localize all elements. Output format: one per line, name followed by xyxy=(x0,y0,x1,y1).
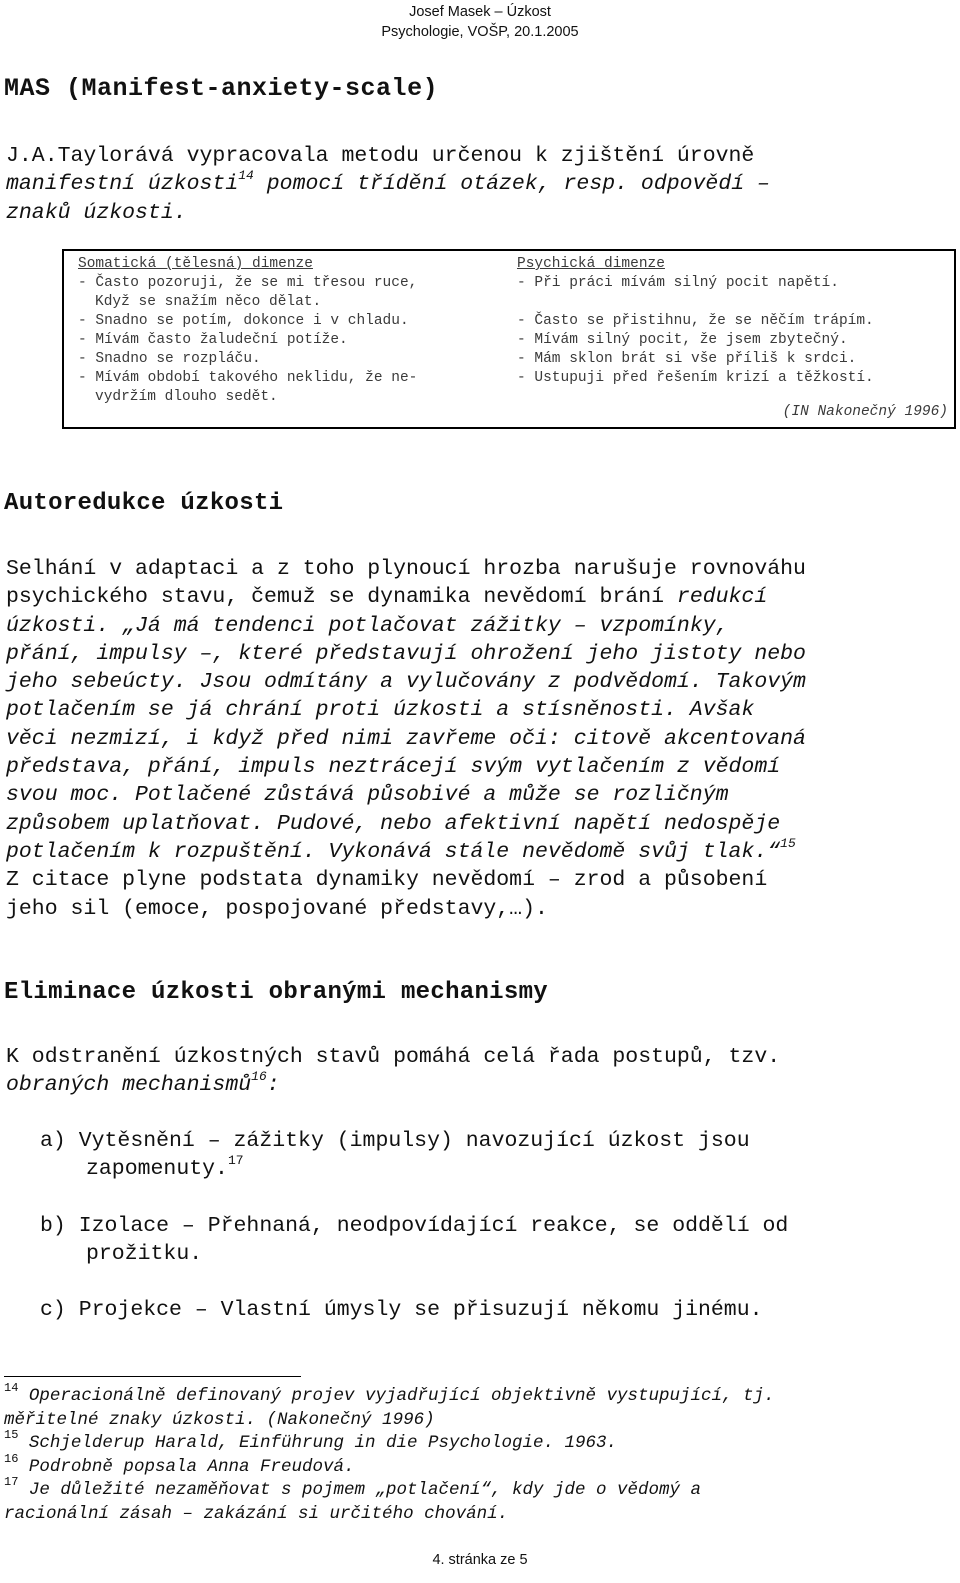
psychic-spacer xyxy=(517,293,874,312)
footnote-17-cont: racionální zásah – zakázání si určitého chování. xyxy=(4,1503,509,1524)
footnote-ref-14: 14 xyxy=(238,168,254,184)
body-line xyxy=(6,612,806,640)
footnote-number: 15 xyxy=(4,1428,19,1443)
mas-heading: MAS (Manifest-anxiety-scale) xyxy=(4,74,439,103)
psychic-column xyxy=(517,255,874,388)
quote-line: jeho sebeúcty. Jsou odmítány a vylučovány z podvědomí. Takovým xyxy=(6,670,806,695)
psychic-item: - Mívám silný pocit, že jsem zbytečný. xyxy=(517,332,848,348)
autoredukce-heading: Autoredukce úzkosti xyxy=(4,490,284,517)
mechanism-line xyxy=(40,1155,750,1183)
mas-intro xyxy=(6,142,770,227)
somatic-item: - Často pozoruji, že se mi třesou ruce, xyxy=(78,275,418,291)
quote-line: představa, přání, impuls neztrácejí svým vytlačením z vědomí xyxy=(6,755,781,780)
somatic-item: Když se snažím něco dělat. xyxy=(95,294,322,310)
psychic-item: - Mám sklon brát si vše příliš k srdci. xyxy=(517,351,857,367)
footnote-ref-15: 15 xyxy=(780,835,796,851)
footnote-text: Operacionálně definovaný projev vyjadřující objektivně vystupující, tj. xyxy=(28,1386,775,1406)
psychic-title: Psychická dimenze xyxy=(517,256,665,272)
autoredukce-body xyxy=(6,555,806,923)
mas-intro-line xyxy=(6,170,770,198)
quote-text: potlačením k rozpuštění. Vykonává stále nevědomě svůj tlak.“ xyxy=(6,839,781,864)
mas-intro-line: J.A.Taylorává vypracovala metodu určenou k zjištění úrovně xyxy=(6,144,755,168)
eliminace-intro xyxy=(6,1043,780,1100)
footnote-separator xyxy=(4,1376,301,1377)
footnote-16 xyxy=(4,1451,775,1480)
somatic-item: - Mívám často žaludeční potíže. xyxy=(78,332,348,348)
quote-text: „Já má tendenci potlačovat zážitky – vzpomínky, xyxy=(109,613,729,638)
footnote-number: 17 xyxy=(4,1475,19,1490)
box-source: (IN Nakonečný 1996) xyxy=(782,404,948,420)
eliminace-heading: Eliminace úzkosti obranými mechanismy xyxy=(4,979,548,1006)
body-line: Selhání v adaptaci a z toho plynoucí hrozba narušuje rovnováhu xyxy=(6,557,806,581)
mechanism-item-c xyxy=(40,1296,763,1324)
mechanism-line: c) Projekce – Vlastní úmysly se přisuzují někomu jinému. xyxy=(40,1298,763,1322)
footnote-text: Schjelderup Harald, Einführung in die Psychologie. 1963. xyxy=(28,1433,618,1453)
page-header xyxy=(380,2,580,42)
body-line xyxy=(6,583,806,611)
quote-line: způsobem uplatňovat. Pudové, nebo afektivní napětí nedospěje xyxy=(6,811,781,836)
footnote-14-cont: měřitelné znaky úzkosti. (Nakonečný 1996) xyxy=(4,1409,435,1430)
psychic-item: - Ustupuji před řešením krizí a těžkostí. xyxy=(517,370,874,386)
mechanism-item-a xyxy=(40,1127,750,1184)
quote-line: přání, impulsy –, které představují ohrožení jeho jistoty nebo xyxy=(6,641,806,666)
footnotes xyxy=(4,1381,775,1526)
quote-line xyxy=(6,835,806,866)
somatic-item: - Snadno se rozpláču. xyxy=(78,351,261,367)
dimensions-box xyxy=(62,249,956,429)
footnote-14 xyxy=(4,1381,775,1409)
body-line: jeho sil (emoce, pospojované představy,…). xyxy=(6,896,548,921)
body-text: obraných mechanismů xyxy=(6,1073,252,1098)
psychic-item: - Při práci mívám silný pocit napětí. xyxy=(517,275,839,291)
footnote-text: Je důležité nezaměňovat s pojmem „potlačení“, kdy jde o vědomý a xyxy=(28,1480,702,1500)
somatic-title: Somatická (tělesná) dimenze xyxy=(78,256,313,272)
footnote-ref-17: 17 xyxy=(227,1153,244,1169)
footnote-text: Podrobně popsala Anna Freudová. xyxy=(28,1456,355,1477)
footnote-number: 16 xyxy=(4,1451,19,1466)
somatic-item: vydržím dlouho sedět. xyxy=(95,389,278,405)
somatic-item: - Snadno se potím, dokonce i v chladu. xyxy=(78,313,409,329)
quote-line: svou moc. Potlačené zůstává působivé a může se rozličným xyxy=(6,783,729,808)
footnote-number: 14 xyxy=(4,1381,19,1396)
body-line xyxy=(6,1071,780,1099)
mechanism-item-b xyxy=(40,1212,788,1269)
header-course-date: Psychologie, VOŠP, 20.1.2005 xyxy=(381,24,579,40)
somatic-item: - Mívám období takového neklidu, že ne- xyxy=(78,370,418,386)
somatic-column xyxy=(78,255,417,407)
mechanism-line: prožitku. xyxy=(86,1242,203,1267)
mechanism-line: b) Izolace – Přehnaná, neodpovídající reakce, se oddělí od xyxy=(40,1214,789,1238)
quote-line: potlačením se já chrání proti úzkosti a stísněnosti. Avšak xyxy=(6,698,755,723)
body-line: K odstranění úzkostných stavů pomáhá celá řada postupů, tzv. xyxy=(6,1045,781,1069)
mechanism-text: zapomenuty. xyxy=(86,1157,228,1182)
body-text: : xyxy=(266,1073,280,1098)
psychic-item: - Často se přistihnu, že se něčím trápím. xyxy=(517,313,874,329)
body-text: úzkosti. xyxy=(6,613,110,638)
quote-line: věci nezmizí, i když před nimi zavřeme oči: citově akcentovaná xyxy=(6,726,806,751)
mas-intro-text: pomocí třídění otázek, resp. odpovědí – xyxy=(253,172,770,197)
header-author-topic: Josef Masek – Úzkost xyxy=(409,4,551,20)
page-number: 4. stránka ze 5 xyxy=(432,1552,528,1568)
mas-intro-line: znaků úzkosti. xyxy=(6,200,187,225)
body-line: Z citace plyne podstata dynamiky nevědomí – zrod a působení xyxy=(6,868,768,893)
footnote-17 xyxy=(4,1475,775,1503)
body-text: psychického stavu, čemuž se dynamika nevědomí brání xyxy=(6,585,677,610)
footnote-ref-16: 16 xyxy=(251,1069,267,1085)
footnote-15 xyxy=(4,1428,775,1456)
body-text: redukcí xyxy=(676,585,768,610)
mechanism-line: a) Vytěsnění – zážitky (impulsy) navozující úzkost jsou xyxy=(40,1129,750,1153)
mas-intro-text: manifestní úzkosti xyxy=(6,172,239,197)
